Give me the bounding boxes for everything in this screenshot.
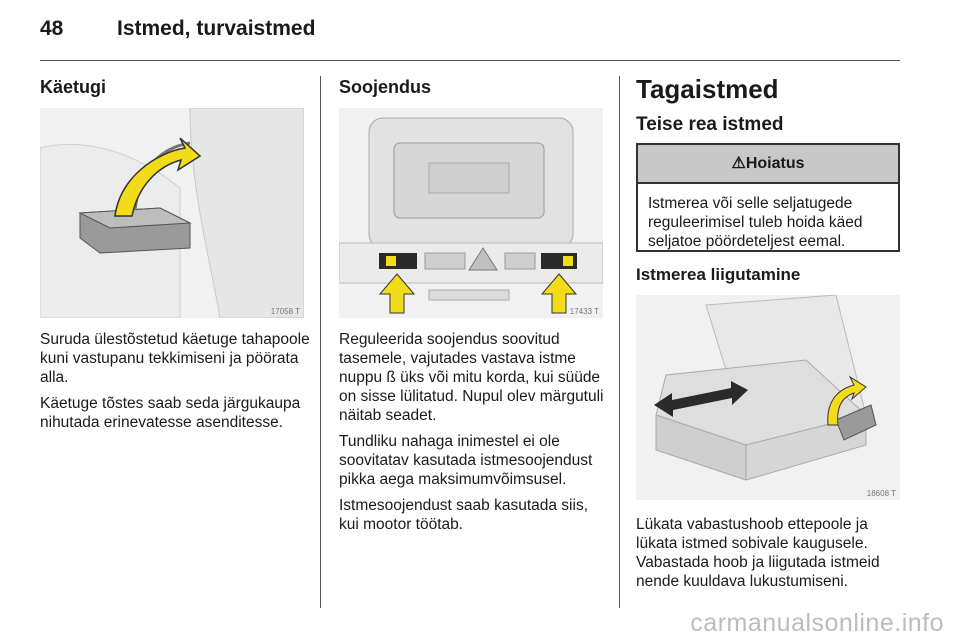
section-heading-heating: Soojendus — [339, 77, 432, 97]
paragraph: Käetuge tõstes saab seda järgukaupa nihutada erinevatesse asenditesse. — [40, 395, 301, 431]
figure-code: 18608 T — [866, 489, 896, 498]
paragraph: Suruda ülestõstetud käetuge tahapoole kuni vastupanu tekkimiseni ja pöörata alla. — [40, 331, 310, 386]
warning-header — [638, 145, 898, 184]
paragraph: Lükata vabastushoob ettepoole ja lükata istmed sobivale kaugusele. Vabastada hoob ja liigutada istmeid nende kuuldava lukustumiseni. — [636, 516, 880, 590]
page-number: 48 — [40, 17, 64, 40]
seat-drawing — [636, 295, 900, 500]
figure-code: 17058 T — [270, 307, 300, 316]
section-title-rear-seats: Tagaistmed — [636, 74, 779, 104]
armrest-instructions — [40, 330, 312, 439]
paragraph: Reguleerida soojendus soovitud tasemele, vajutades vastava istme nuppu ß üks või mitu korda, kui süüde on sisse lülitatud. Nupul olev märgutuli näitab seadet. — [339, 331, 604, 424]
paragraph: Istmesoojendust saab kasutada siis, kui mootor töötab. — [339, 497, 588, 533]
warning-label: Hoiatus — [745, 155, 805, 172]
figure-code: 17433 T — [569, 307, 599, 316]
column-divider — [619, 76, 620, 608]
warning-text: Istmerea või selle seljatugede reguleerimisel tuleb hoida käed seljatoe pöördeteljest eemal. — [648, 195, 863, 250]
warning-box — [636, 143, 900, 252]
section-subtitle: Teise rea istmed — [636, 114, 784, 135]
armrest-illustration — [40, 108, 304, 318]
seat-row-illustration — [636, 295, 900, 500]
console-drawing — [339, 108, 603, 318]
watermark: carmanualsonline.info — [690, 609, 944, 637]
armrest-drawing — [40, 108, 304, 318]
paragraph: Tundliku nahaga inimestel ei ole soovitatav kasutada istmesoojendust pikka aega maksimumvõimsusel. — [339, 433, 593, 488]
subsection-heading: Istmerea liigutamine — [636, 265, 801, 284]
section-heading-armrest: Käetugi — [40, 77, 107, 97]
page-header-title: Istmed, turvaistmed — [117, 17, 316, 40]
seat-row-instructions — [636, 515, 900, 598]
warning-triangle-icon: ⚠ — [731, 155, 746, 172]
column-divider — [320, 76, 321, 608]
header-rule — [40, 60, 900, 61]
heating-instructions — [339, 330, 607, 541]
seat-heating-illustration — [339, 108, 603, 318]
